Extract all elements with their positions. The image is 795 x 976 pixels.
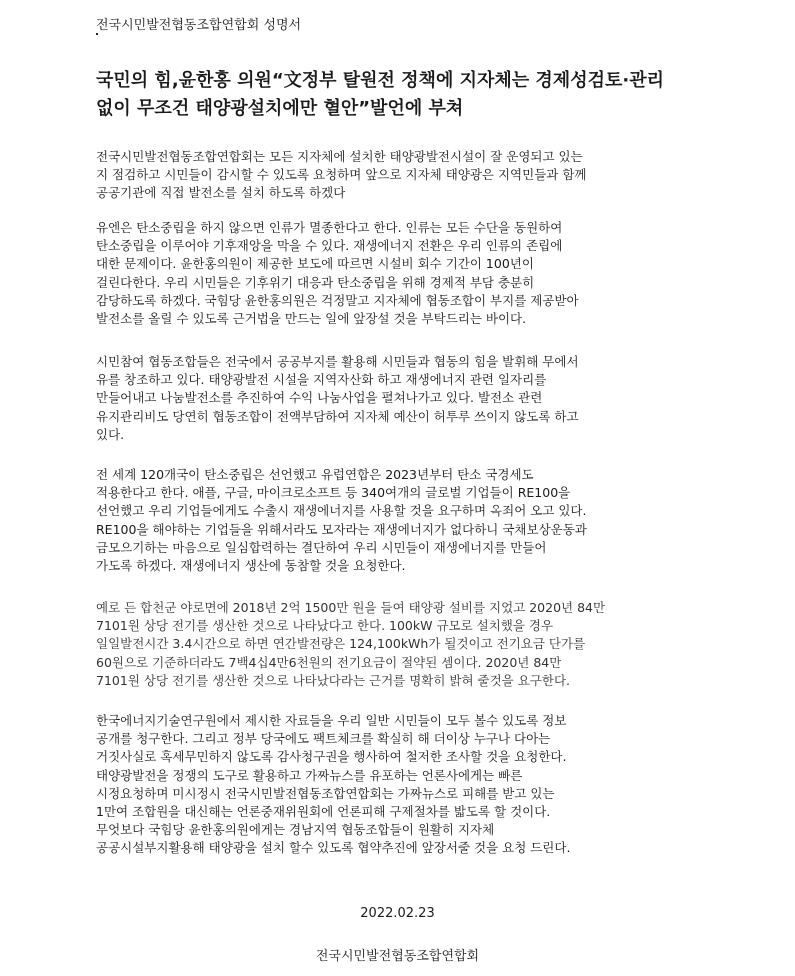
title-line: 없이 무조건 태양광설치에만 혈안”발언에 부쳐 [96, 98, 464, 119]
paragraph-line: 한국에너지기술연구원에서 제시한 자료들을 우리 일반 시민들이 모두 볼수 있도록 정보 [96, 713, 567, 728]
paragraph-line: 60원으로 기준하더라도 7백4십4만6천원의 전기요금이 절약된 셈이다. 2020년 84만 [96, 654, 562, 670]
paragraph-line: 만들어내고 나눔발전소를 추진하여 수익 나눔사업을 펼쳐나가고 있다. 발전소 관련 [96, 390, 543, 406]
paragraph-line: 7101원 상당 전기를 생산한 것으로 나타났다고 한다. 100kW 규모로 설치했을 경우 [96, 618, 554, 634]
paragraph-3 [96, 353, 579, 444]
paragraph-line: 공공기관에 직접 발전소를 설치 하도록 하겠다 [96, 185, 346, 201]
paragraph-line: 일일발전시간 3.4시간으로 하면 연간발전량은 124,100kWh가 될것이고 전기요금 단가를 [96, 636, 586, 652]
paragraph-line: 7101원 상당 전기를 생산한 것으로 나타났다라는 근거를 명확히 밝혀 줄것을 요구한다. [96, 672, 570, 688]
paragraph-line: 걸린다한다. 우리 시민들은 기후위기 대응과 탄소중립을 위해 경제적 부담 충분히 [96, 274, 535, 290]
paragraph-1 [96, 148, 586, 203]
paragraph-line: 유지관리비도 당연히 협동조합이 전액부담하여 지자체 예산이 허투루 쓰이지 않도록 하고 [96, 408, 579, 424]
document-header: 전국시민발전협동조합연합회 성명서 [96, 18, 302, 33]
paragraph-line: 적용한다고 한다. 애플, 구글, 마이크로소프트 등 340여개의 글로벌 기업들이 RE100을 [96, 485, 571, 501]
paragraph-line: 대한 문제이다. 윤한홍의원이 제공한 보도에 따르면 시설비 회수 기간이 100년이 [96, 256, 534, 272]
paragraph-line: 감당하도록 하겠다. 국힘당 윤한홍의원은 걱정말고 지자체에 협동조합이 부지를 제공받아 [96, 292, 579, 308]
paragraph-line: 예로 든 합천군 야로면에 2018년 2억 1500만 원을 들여 태양광 설비를 지었고 2020년 84만 [96, 600, 606, 615]
paragraph-line: 발전소를 올릴 수 있도록 근거법을 만드는 일에 앞장설 것을 부탁드리는 바이다. [96, 311, 527, 327]
paragraph-line: 공공시설부지활용해 태양광을 설치 할수 있도록 협약추진에 앞장서줄 것을 요청 드린다. [96, 840, 571, 856]
signature-organization: 전국시민발전협동조합연합회 [315, 949, 480, 964]
paragraph-line: 탄소중립을 이루어야 기후재앙을 막을 수 있다. 재생에너지 전환은 우리 인류의 존립에 [96, 238, 563, 254]
paragraph-2 [96, 219, 579, 328]
paragraph-line: 시민참여 협동조합들은 전국에서 공공부지를 활용해 시민들과 협동의 힘을 발휘해 무에서 [96, 354, 579, 369]
paragraph-line: 태양광발전을 정쟁의 도구로 활용하고 가짜뉴스를 유포하는 언론사에게는 빠른 [96, 767, 523, 783]
paragraph-line: 전 세계 120개국이 탄소중립은 선언했고 유럽연합은 2023년부터 탄소 국경세도 [96, 467, 534, 482]
paragraph-line: 가도록 하겠다. 재생에너지 생산에 동참할 것을 요청한다. [96, 558, 406, 574]
paragraph-line: 무엇보다 국힘당 윤한홍의원에게는 경남지역 협동조합들이 원활히 지자체 [96, 822, 495, 838]
paragraph-5 [96, 599, 605, 690]
header-dot [96, 33, 98, 35]
statement-title [96, 67, 736, 123]
statement-date: 2022.02.23 [360, 906, 435, 921]
paragraph-line: 전국시민발전협동조합연합회는 모든 지자체에 설치한 태양광발전시설이 잘 운영되고 있는 [96, 149, 583, 164]
paragraph-line: RE100을 해야하는 기업들을 위해서라도 모자라는 재생에너지가 없다하니 국채보상운동과 [96, 521, 587, 537]
paragraph-line: 선언했고 우리 기업들에게도 수출시 재생에너지를 사용할 것을 요구하며 옥죄어 오고 있다. [96, 503, 587, 519]
title-line: 국민의 힘,윤한홍 의원“文정부 탈원전 정책에 지자체는 경제성검토·관리 [96, 70, 664, 91]
paragraph-line: 있다. [96, 426, 125, 442]
paragraph-4 [96, 466, 587, 575]
paragraph-line: 유엔은 탄소중립을 하지 않으면 인류가 멸종한다고 한다. 인류는 모든 수단을 동원하여 [96, 220, 563, 235]
paragraph-6 [96, 712, 570, 858]
paragraph-line: 시정요청하며 미시정시 전국시민발전협동조합연합회는 가짜뉴스로 피해를 받고 있는 [96, 785, 555, 801]
paragraph-line: 유를 창조하고 있다. 태양광발전 시설을 지역자산화 하고 재생에너지 관련 일자리를 [96, 372, 547, 388]
paragraph-line: 금모으기하는 마음으로 일심합력하는 결단하여 우리 시민들이 재생에너지를 만들어 [96, 539, 547, 555]
paragraph-line: 거짓사실로 혹세무민하지 않도록 감사청구권을 행사하여 철저한 조사할 것을 요청한다. [96, 749, 567, 765]
paragraph-line: 1만여 조합원을 대신해는 언론중재위원회에 언론피해 구제절차를 밟도록 할 것이다. [96, 804, 551, 820]
paragraph-line: 공개를 청구한다. 그리고 정부 당국에도 팩트체크를 확실히 해 더이상 누구나 다아는 [96, 731, 551, 747]
paragraph-line: 지 점검하고 시민들이 감시할 수 있도록 요청하며 앞으로 지자체 태양광은 지역민들과 함께 [96, 167, 587, 183]
